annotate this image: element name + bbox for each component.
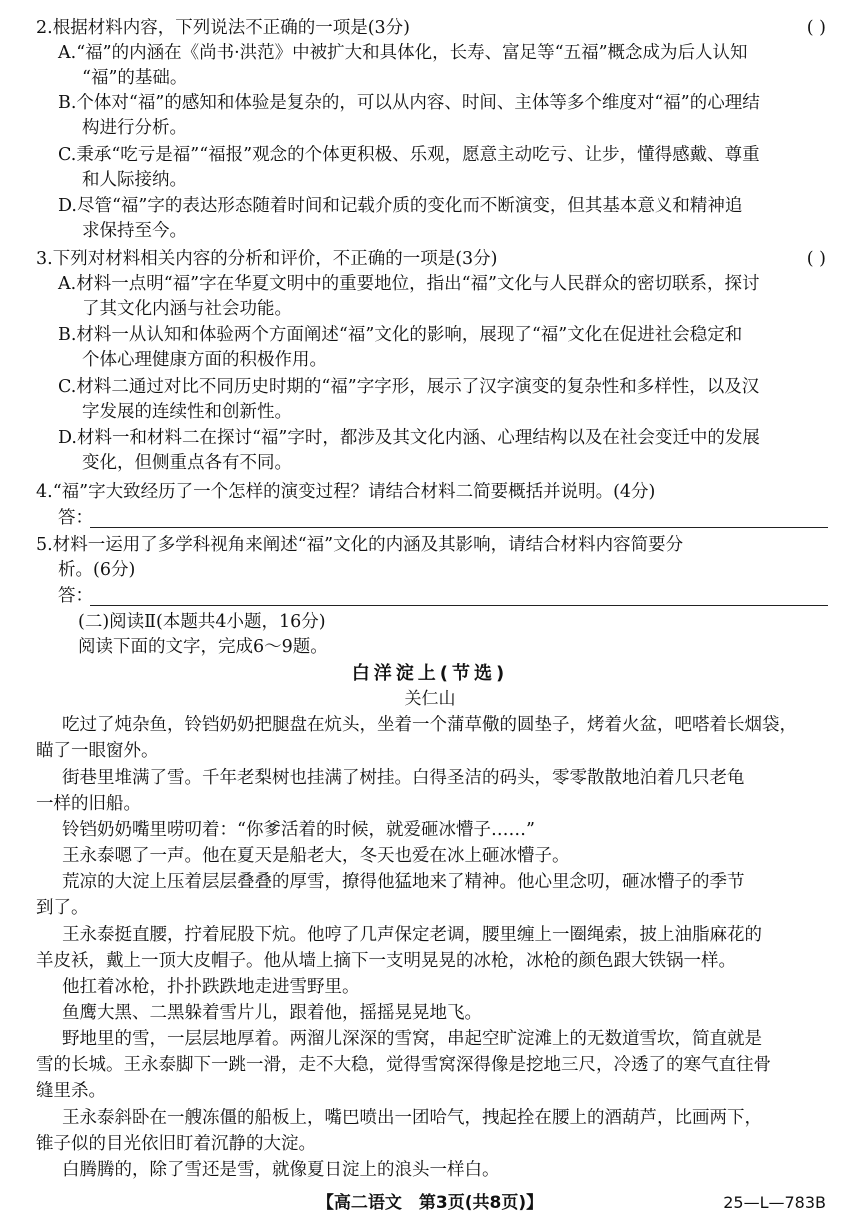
passage-paragraph: 野地里的雪，一层层地厚着。两溜儿深深的雪窝，串起空旷淀滩上的无数道雪坎，简直就是 bbox=[62, 1029, 762, 1049]
q3-option-b-cont: 个体心理健康方面的积极作用。 bbox=[82, 350, 327, 370]
passage-title: 白洋淀上(节选) bbox=[351, 663, 509, 684]
q3-option-c-cont: 字发展的连续性和创新性。 bbox=[82, 402, 292, 422]
passage-paragraph-cont: 雪的长城。王永泰脚下一跳一滑，走不大稳，觉得雪窝深得像是挖地三尺，冷透了的寒气直往骨 bbox=[36, 1055, 771, 1075]
passage-paragraph: 王永泰斜卧在一艘冻僵的船板上，嘴巴喷出一团哈气，拽起拴在腰上的酒葫芦，比画两下， bbox=[62, 1108, 762, 1128]
q3-answer-paren: ( ) bbox=[806, 249, 826, 269]
q3-stem: 3.下列对材料相关内容的分析和评价，不正确的一项是(3分) bbox=[36, 249, 498, 269]
passage-paragraph: 荒凉的大淀上压着层层叠叠的厚雪，撩得他猛地来了精神。他心里念叨，砸冰懵子的季节 bbox=[62, 872, 745, 892]
q3-option-c: C.材料二通过对比不同历史时期的“福”字字形，展示了汉字演变的复杂性和多样性，以及汉 bbox=[58, 377, 760, 397]
q5-stem: 5.材料一运用了多学科视角来阐述“福”文化的内涵及其影响，请结合材料内容简要分 bbox=[36, 535, 684, 555]
q3-option-d-cont: 变化，但侧重点各有不同。 bbox=[82, 453, 292, 473]
q3-option-d: D.材料一和材料二在探讨“福”字时，都涉及其文化内涵、心理结构以及在社会变迁中的发展 bbox=[58, 428, 760, 448]
passage-paragraph-cont: 缝里杀。 bbox=[36, 1081, 106, 1101]
q5-answer-area[interactable] bbox=[58, 584, 828, 608]
footer-page-info: 【高二语文 第3页(共8页)】 bbox=[316, 1193, 544, 1213]
passage-paragraph-cont: 到了。 bbox=[36, 898, 89, 918]
q3-option-a-cont: 了其文化内涵与社会功能。 bbox=[82, 299, 292, 319]
passage-paragraph: 铃铛奶奶嘴里唠叨着：“你爹活着的时候，就爱砸冰懵子……” bbox=[62, 820, 535, 840]
passage-paragraph: 吃过了炖杂鱼，铃铛奶奶把腿盘在炕头，坐着一个蒲草儆的圆垫子，烤着火盆，吧嗒着长烟袋， bbox=[62, 715, 797, 735]
q4-answer-area[interactable] bbox=[58, 506, 828, 530]
q5-stem-cont: 析。(6分) bbox=[58, 560, 136, 580]
passage-paragraph-cont: 羊皮袄，戴上一顶大皮帽子。他从墙上摘下一支明晃晃的冰枪，冰枪的颜色跟大铁锅一样。 bbox=[36, 951, 736, 971]
passage-paragraph-cont: 瞄了一眼窗外。 bbox=[36, 741, 159, 761]
q3-option-b: B.材料一从认知和体验两个方面阐述“福”文化的影响，展现了“福”文化在促进社会稳定和 bbox=[58, 325, 743, 345]
passage-paragraph-cont: 一样的旧船。 bbox=[36, 794, 141, 814]
q2-stem: 2.根据材料内容，下列说法不正确的一项是(3分) bbox=[36, 18, 410, 38]
q2-option-c-cont: 和人际接纳。 bbox=[82, 170, 187, 190]
q5-answer-line bbox=[90, 605, 828, 606]
q4-stem: 4.“福”字大致经历了一个怎样的演变过程？请结合材料二简要概括并说明。(4分) bbox=[36, 482, 656, 502]
passage-paragraph: 白腾腾的，除了雪还是雪，就像夏日淀上的浪头一样白。 bbox=[62, 1160, 500, 1180]
q2-option-a: A.“福”的内涵在《尚书·洪范》中被扩大和具体化，长寿、富足等“五福”概念成为后人认知 bbox=[58, 43, 748, 63]
section-heading: (二)阅读Ⅱ(本题共4小题，16分) bbox=[78, 612, 326, 632]
q4-answer-line bbox=[90, 527, 828, 528]
q2-option-d: D.尽管“福”字的表达形态随着时间和记载介质的变化而不断演变，但其基本意义和精神追 bbox=[58, 196, 743, 216]
q2-option-a-cont: “福”的基础。 bbox=[82, 68, 188, 88]
section-instruction: 阅读下面的文字，完成6～9题。 bbox=[78, 637, 328, 657]
passage-paragraph: 王永泰挺直腰，拧着屁股下炕。他哼了几声保定老调，腰里缠上一圈绳索，披上油脂麻花的 bbox=[62, 925, 762, 945]
passage-paragraph: 鱼鹰大黑、二黑躲着雪片儿，跟着他，摇摇晃晃地飞。 bbox=[62, 1003, 482, 1023]
passage-paragraph: 他扛着冰枪，扑扑跌跌地走进雪野里。 bbox=[62, 977, 360, 997]
passage-paragraph: 王永泰嗯了一声。他在夏天是船老大，冬天也爱在冰上砸冰懵子。 bbox=[62, 846, 570, 866]
q5-answer-label: 答： bbox=[58, 586, 93, 606]
passage-author: 关仁山 bbox=[404, 689, 456, 709]
q2-option-b-cont: 构进行分析。 bbox=[82, 118, 187, 138]
q2-answer-paren: ( ) bbox=[806, 18, 826, 38]
passage-paragraph: 街巷里堆满了雪。千年老梨树也挂满了树挂。白得圣洁的码头，零零散散地泊着几只老龟 bbox=[62, 768, 745, 788]
q3-option-a: A.材料一点明“福”字在华夏文明中的重要地位，指出“福”文化与人民群众的密切联系，探讨 bbox=[58, 274, 760, 294]
passage-paragraph-cont: 锥子似的目光依旧盯着沉静的大淀。 bbox=[36, 1134, 316, 1154]
q4-answer-label: 答： bbox=[58, 508, 93, 528]
q2-option-c: C.秉承“吃亏是福”“福报”观念的个体更积极、乐观，愿意主动吃亏、让步，懂得感戴、尊重 bbox=[58, 145, 760, 165]
exam-code: 25—L—783B bbox=[723, 1193, 826, 1212]
q2-option-d-cont: 求保持至今。 bbox=[82, 221, 187, 241]
q2-option-b: B.个体对“福”的感知和体验是复杂的，可以从内容、时间、主体等多个维度对“福”的心理结 bbox=[58, 93, 760, 113]
